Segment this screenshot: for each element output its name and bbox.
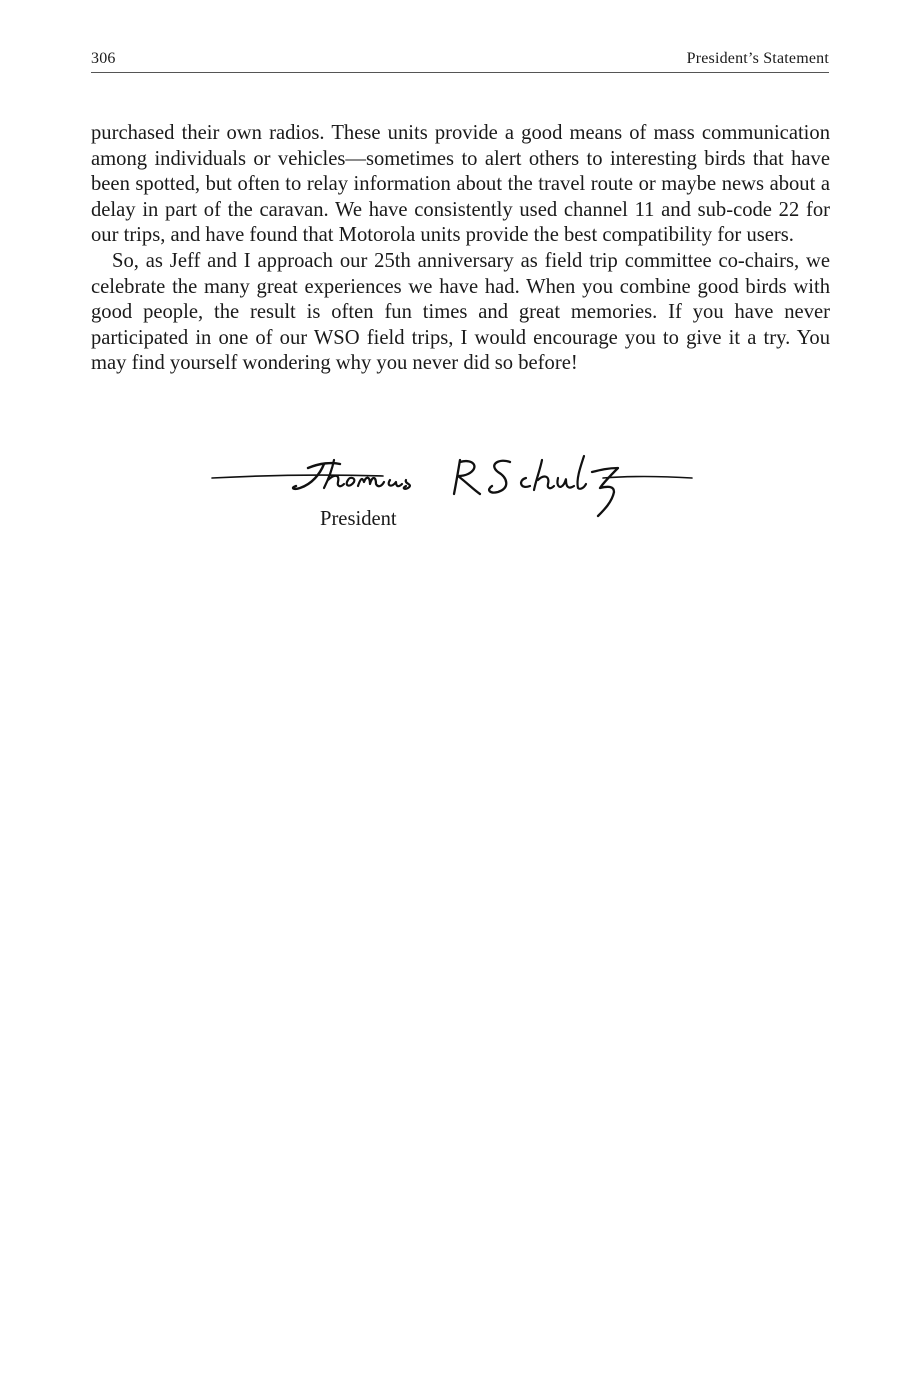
page-number: 306 — [91, 50, 116, 67]
signatory-title: President — [320, 508, 397, 530]
paragraph: So, as Jeff and I approach our 25th anniversary as field trip committee co-chairs, we celebrate the many great experiences we have had. When you combine good birds with good people, the result is often fun times and great memories. If you have never participated in one of our WSO field trips, I would encourage you to give it a try. You may find yourself wondering why you never did so before! — [91, 249, 830, 375]
paragraph: purchased their own radios. These units provide a good means of mass communication among individuals or vehicles—sometimes to alert others to interesting birds that have been spotted, but often to relay information about the travel route or maybe news about a delay in part of the caravan. We have consistently used channel 11 and sub-code 22 for our trips, and have found that Motorola units provide the best compatibility for users. — [91, 122, 830, 247]
article-body — [91, 121, 830, 377]
handwritten-signature — [208, 446, 698, 518]
section-title: President’s Statement — [686, 50, 829, 67]
running-header — [91, 48, 829, 73]
